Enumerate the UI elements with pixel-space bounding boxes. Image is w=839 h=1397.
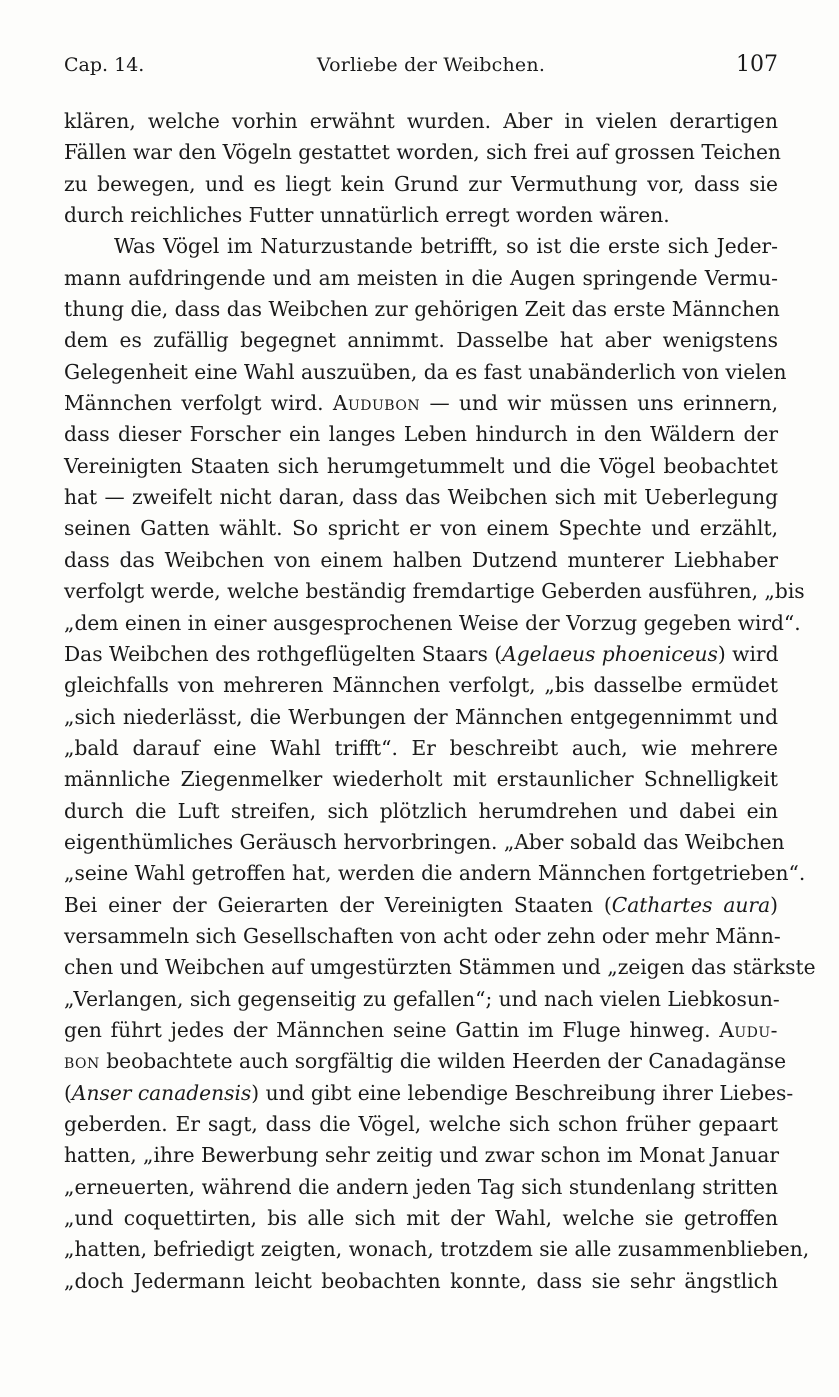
text-segment: „hatten, befriedigt zeigten, wonach, trotzdem sie alle zusammenblieben, [64, 1237, 810, 1262]
text-line [64, 137, 781, 168]
text-line [64, 357, 787, 388]
text-segment: thung die, dass das Weibchen zur gehörigen Zeit das erste Männchen [64, 297, 780, 322]
text-line [64, 670, 778, 701]
text-line [64, 733, 778, 764]
text-line [64, 294, 778, 325]
text-segment: „bald darauf eine Wahl trifft“. Er beschreibt auch, wie mehrere [64, 735, 778, 760]
text-line [64, 796, 778, 827]
text-segment: ) [770, 892, 778, 917]
text-segment: dem es zufällig begegnet annimmt. Dasselbe hat aber wenigstens [64, 328, 778, 353]
text-segment: hat — zweifelt nicht daran, dass das Weibchen sich mit Ueberlegung [64, 485, 778, 510]
small-caps-name: Audu- [719, 1017, 778, 1042]
text-line [64, 702, 778, 733]
text-segment: gen führt jedes der Männchen seine Gattin im Fluge hinweg. [64, 1017, 720, 1042]
text-segment: klären, welche vorhin erwähnt wurden. Aber in vielen derartigen [64, 109, 778, 133]
text-segment: „dem einen in einer ausgesprochenen Weise der Vorzug gegeben wird“. [64, 610, 801, 635]
text-line [64, 1078, 794, 1109]
text-line [64, 984, 778, 1015]
text-line [64, 1140, 778, 1171]
text-segment: verfolgt werde, welche beständig fremdartige Geberden ausführen, „bis [64, 579, 805, 604]
text-segment: „seine Wahl getroffen hat, werden die andern Männchen fortgetrieben“. [64, 861, 806, 886]
text-line [64, 1234, 810, 1265]
text-line [64, 1203, 778, 1234]
text-line [64, 1046, 787, 1077]
text-segment: seinen Gatten wählt. So spricht er von einem Spechte und erzählt, [64, 516, 778, 541]
text-line [64, 858, 806, 889]
text-line [64, 451, 778, 482]
text-line [64, 576, 805, 607]
text-line [64, 231, 778, 262]
book-page [64, 52, 816, 1297]
text-segment: Vereinigten Staaten sich herumgetummelt und die Vögel beobachtet [64, 453, 778, 478]
text-segment: eigenthümliches Geräusch hervorbringen. „Aber sobald das Weibchen [64, 829, 785, 854]
text-segment: Bei einer der Geierarten der Vereinigten Staaten ( [64, 892, 612, 917]
text-line [64, 1266, 778, 1297]
text-line [64, 827, 785, 858]
small-caps-name: Audubon [332, 391, 421, 416]
text-segment: Gelegenheit eine Wahl auszuüben, da es fast unabänderlich von vielen [64, 359, 787, 384]
text-segment: dass dieser Forscher ein langes Leben hindurch in den Wäldern der [64, 422, 778, 447]
text-segment: „und coquettirten, bis alle sich mit der Wahl, welche sie getroffen [64, 1206, 778, 1231]
text-segment: „Verlangen, sich gegenseitig zu gefallen“; und nach vielen Liebkosun- [64, 986, 780, 1011]
text-segment: Männchen verfolgt wird. [64, 391, 333, 416]
text-segment: Fällen war den Vögeln gestattet worden, sich frei auf grossen Teichen [64, 140, 781, 165]
text-segment: dass das Weibchen von einem halben Dutzend munterer Liebhaber [64, 547, 778, 572]
text-segment: chen und Weibchen auf umgestürzten Stämmen und „zeigen das stärkste [64, 955, 816, 980]
text-line [64, 1015, 778, 1046]
text-line [64, 890, 778, 921]
text-line [64, 639, 778, 670]
body-text [64, 106, 816, 1297]
small-caps-name: bon [64, 1049, 100, 1074]
text-line [64, 200, 778, 231]
text-line [64, 325, 778, 356]
text-segment: — und wir müssen uns erinnern, [420, 391, 778, 416]
text-segment: ) und gibt eine lebendige Beschreibung ihrer Liebes- [251, 1080, 794, 1105]
text-segment: geberden. Er sagt, dass die Vögel, welche sich schon früher gepaart [64, 1112, 778, 1136]
chapter-label: Cap. 14. [64, 54, 145, 76]
text-segment: durch reichliches Futter unnatürlich erregt worden wären. [64, 203, 670, 228]
text-segment: hatten, „ihre Bewerbung sehr zeitig und zwar schon im Monat Januar [64, 1143, 780, 1168]
text-segment: ( [64, 1080, 72, 1105]
italic-text: Agelaeus phoeniceus [502, 641, 718, 666]
text-line [64, 419, 778, 450]
text-segment: Was Vögel im Naturzustande betrifft, so ist die erste sich Jeder- [114, 234, 778, 259]
text-segment: mann aufdringende und am meisten in die Augen springende Vermu- [64, 265, 778, 290]
text-line [64, 388, 778, 419]
text-segment: gleichfalls von mehreren Männchen verfolgt, „bis dasselbe ermüdet [64, 673, 778, 698]
text-segment: zu bewegen, und es liegt kein Grund zur Vermuthung vor, dass sie [64, 171, 778, 196]
text-segment: männliche Ziegenmelker wiederholt mit erstaunlicher Schnelligkeit [64, 767, 778, 792]
text-line [64, 608, 801, 639]
text-segment: Das Weibchen des rothgeflügelten Staars ( [64, 641, 503, 666]
running-title: Vorliebe der Weibchen. [316, 54, 546, 76]
text-line [64, 513, 778, 544]
text-segment: ) wird [717, 641, 779, 666]
text-line [64, 482, 778, 513]
page-number: 107 [736, 52, 778, 77]
text-line [64, 1109, 778, 1140]
italic-text: Cathartes aura [611, 892, 771, 917]
italic-text: Anser canadensis [71, 1080, 252, 1105]
text-line [64, 263, 778, 294]
text-segment: versammeln sich Gesellschaften von acht oder zehn oder mehr Männ- [64, 923, 781, 948]
text-line [64, 921, 781, 952]
text-segment: „sich niederlässt, die Werbungen der Männchen entgegennimmt und [64, 704, 778, 729]
text-line [64, 545, 778, 576]
text-line [64, 1172, 778, 1203]
running-header [64, 52, 778, 96]
text-line [64, 169, 778, 200]
text-line [64, 764, 778, 795]
text-segment: durch die Luft streifen, sich plötzlich herumdrehen und dabei ein [64, 798, 778, 823]
text-segment: „doch Jedermann leicht beobachten konnte, dass sie sehr ängstlich [64, 1268, 778, 1293]
text-segment: beobachtete auch sorgfältig die wilden Heerden der Canadagänse [99, 1049, 787, 1074]
text-segment: „erneuerten, während die andern jeden Tag sich stundenlang stritten [64, 1174, 778, 1199]
text-line [64, 952, 816, 983]
text-line [64, 106, 778, 137]
